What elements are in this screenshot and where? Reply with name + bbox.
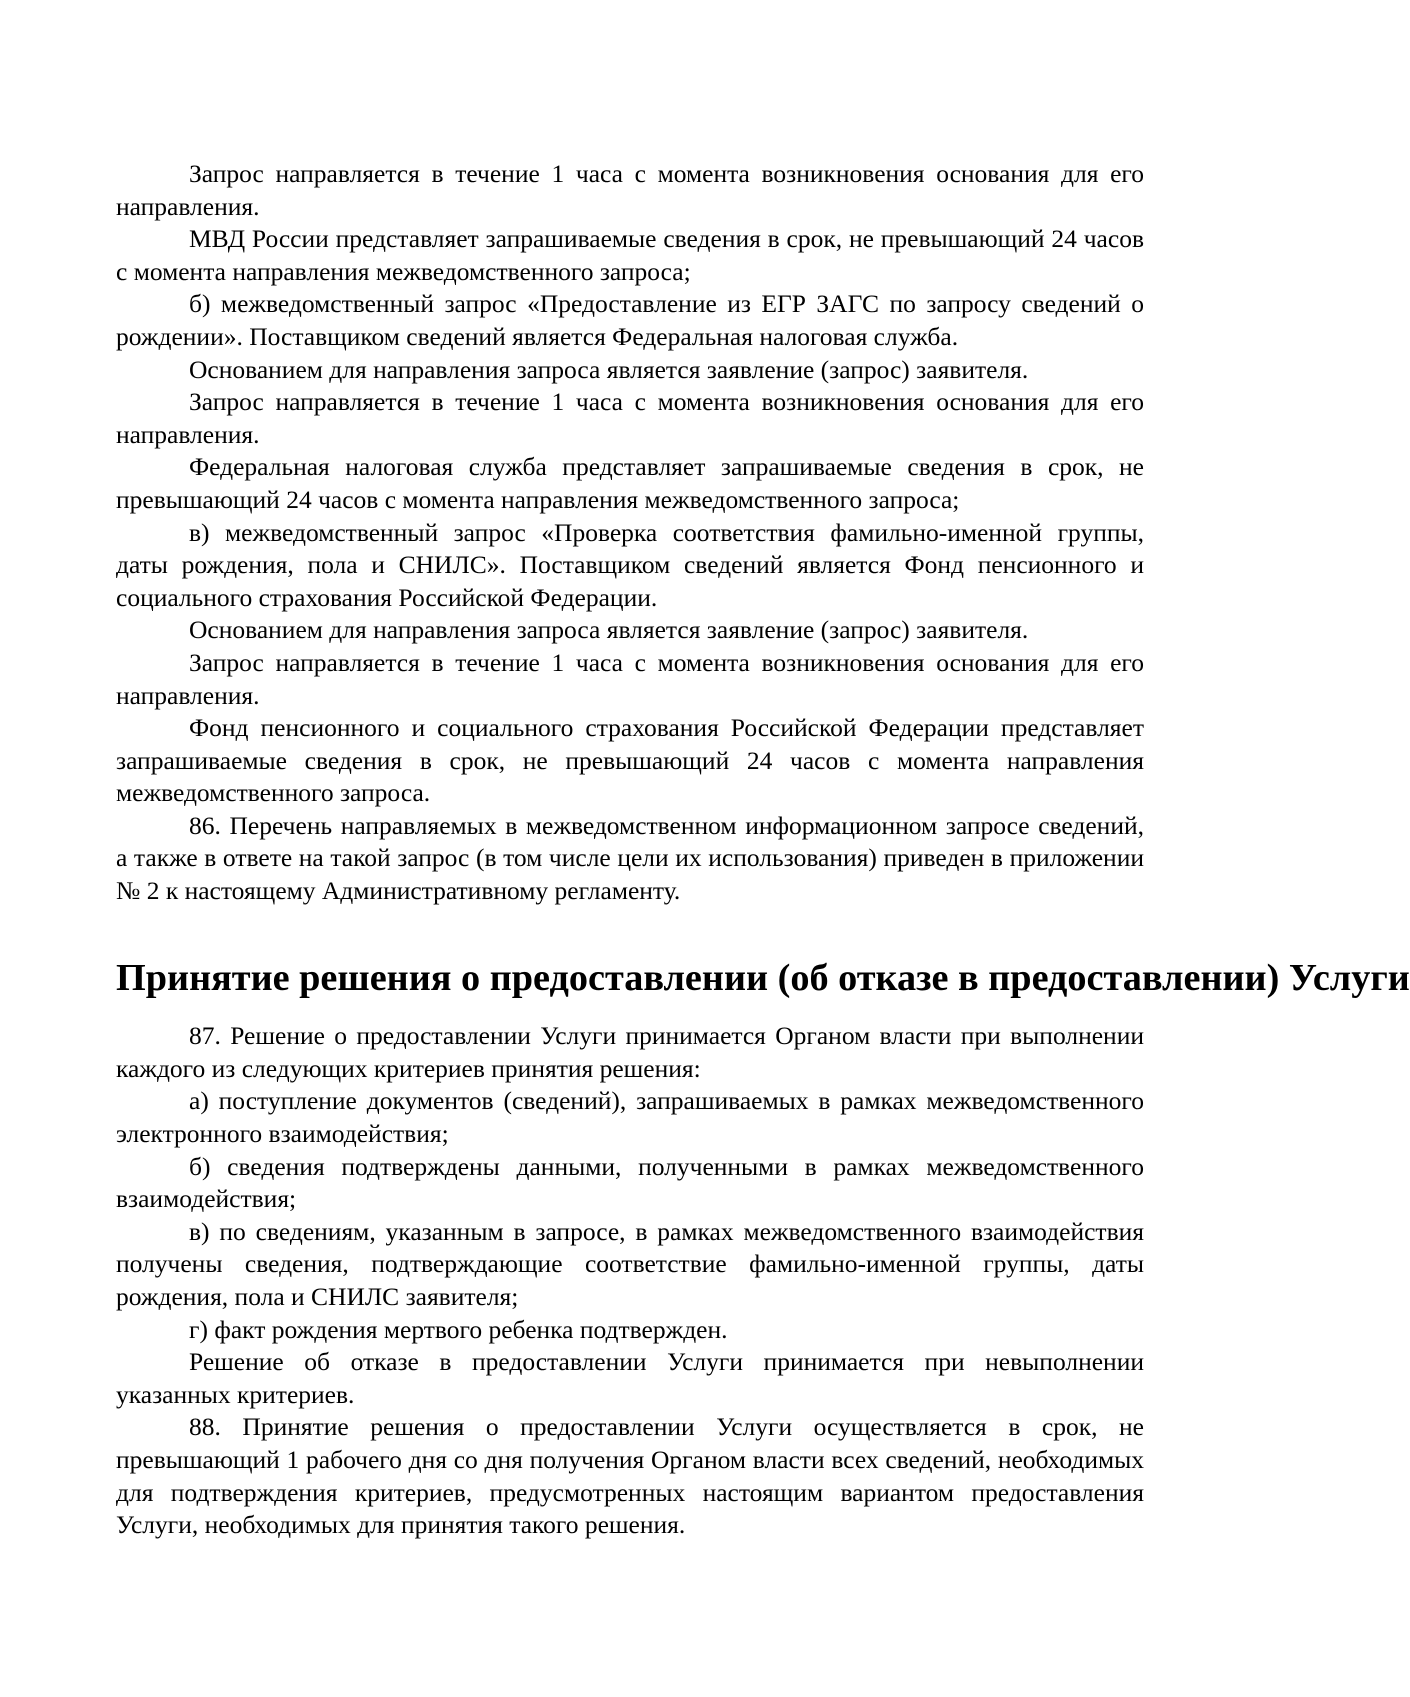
- paragraph: а) поступление документов (сведений), запрашиваемых в рамках межведомственного электронного взаимодействия;: [116, 1086, 1144, 1149]
- paragraph: Запрос направляется в течение 1 часа с момента возникновения основания для его направления.: [116, 159, 1144, 221]
- section-heading: Принятие решения о предоставлении (об отказе в предоставлении) Услуги: [116, 956, 1410, 999]
- paragraph: Решение об отказе в предоставлении Услуги принимается при невыполнении указанных критериев.: [116, 1347, 1144, 1409]
- document-body: [116, 158, 1410, 1542]
- paragraph: в) по сведениям, указанным в запросе, в рамках межведомственного взаимодействия получены сведения, подтверждающие соответствие фамильно-именной группы, даты рождения, пола и СНИЛС заявителя;: [116, 1216, 1144, 1311]
- paragraph: г) факт рождения мертвого ребенка подтвержден.: [189, 1314, 728, 1344]
- paragraph: б) сведения подтверждены данными, полученными в рамках межведомственного взаимодействия;: [116, 1151, 1144, 1214]
- paragraph: Основанием для направления запроса является заявление (запрос) заявителя.: [189, 354, 1029, 384]
- paragraph: в) межведомственный запрос «Проверка соответствия фамильно-именной группы, даты рождения, пола и СНИЛС». Поставщиком сведений является Фонд пенсионного и социального страхования Российской Федерации.: [116, 517, 1144, 612]
- paragraph: 88. Принятие решения о предоставлении Услуги осуществляется в срок, не превышающий 1 рабочего дня со дня получения Органом власти всех сведений, необходимых для подтверждения критериев, предусмотренных настоящим вариантом предоставления Услуги, необходимых для принятия такого решения.: [116, 1412, 1144, 1540]
- paragraph: 87. Решение о предоставлении Услуги принимается Органом власти при выполнении каждого из следующих критериев принятия решения:: [116, 1021, 1144, 1083]
- paragraph: Фонд пенсионного и социального страхования Российской Федерации представляет запрашиваемые сведения в срок, не превышающий 24 часов с момента направления межведомственного запроса.: [116, 713, 1144, 808]
- paragraph: Запрос направляется в течение 1 часа с момента возникновения основания для его направления.: [116, 647, 1144, 710]
- paragraph: 86. Перечень направляемых в межведомственном информационном запросе сведений, а также в ответе на такой запрос (в том числе цели их использования) приведен в приложении № 2 к настоящему Административному регламенту.: [116, 810, 1144, 906]
- paragraph: б) межведомственный запрос «Предоставление из ЕГР ЗАГС по запросу сведений о рождении». Поставщиком сведений является Федеральная налоговая служба.: [116, 289, 1144, 351]
- paragraph: Основанием для направления запроса является заявление (запрос) заявителя.: [189, 615, 1029, 645]
- paragraph: МВД России представляет запрашиваемые сведения в срок, не превышающий 24 часов с момента направления межведомственного запроса;: [116, 224, 1144, 286]
- paragraph: Запрос направляется в течение 1 часа с момента возникновения основания для его направления.: [116, 387, 1144, 449]
- paragraph: Федеральная налоговая служба представляет запрашиваемые сведения в срок, не превышающий 24 часов с момента направления межведомственного запроса;: [116, 452, 1144, 514]
